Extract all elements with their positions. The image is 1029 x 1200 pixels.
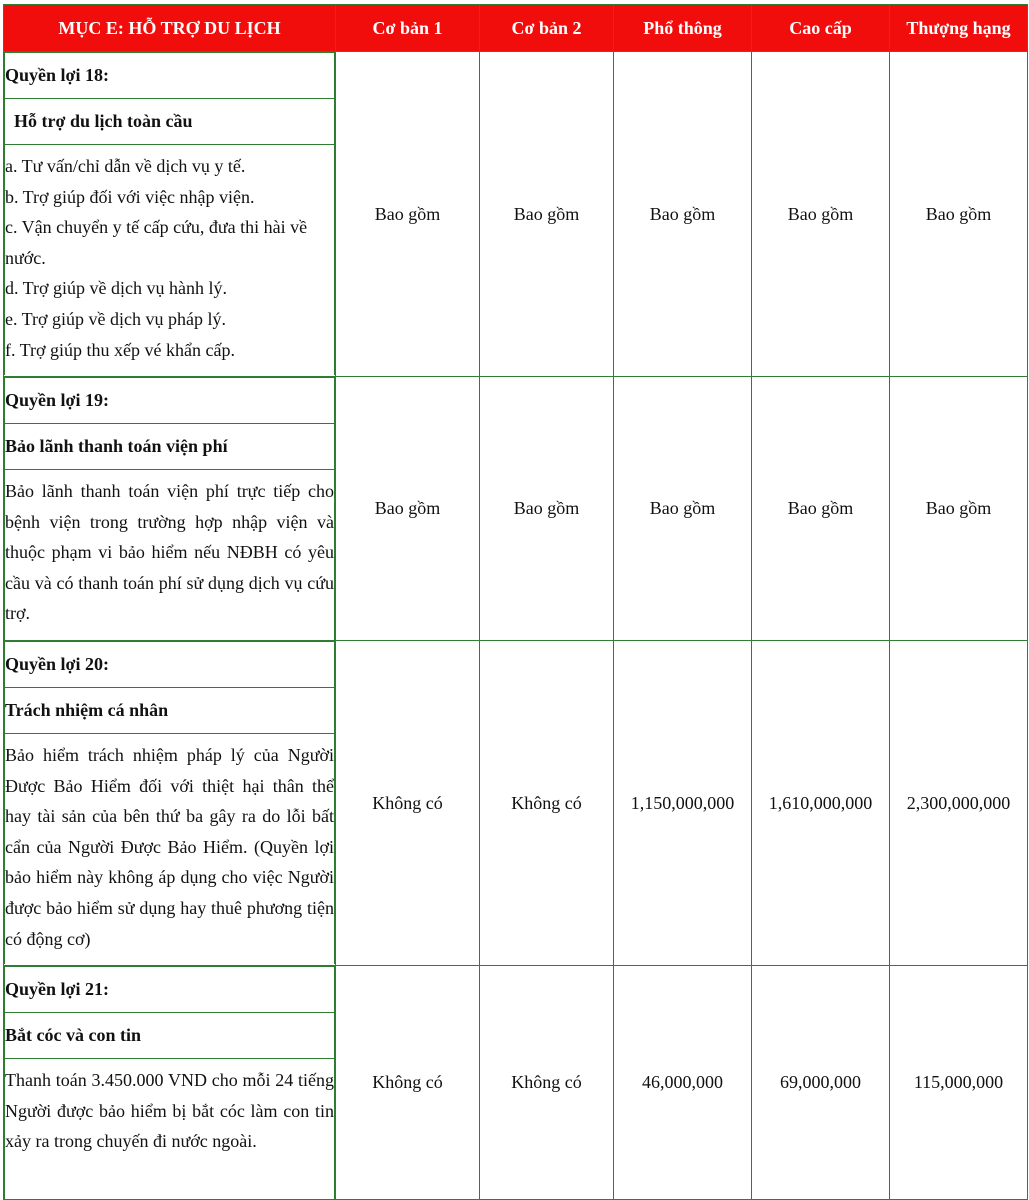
benefit-description: Bảo lãnh thanh toán viện phí trực tiếp cho bệnh viện trong trường hợp nhập viện và thuộc phạm vi bảo hiểm nếu NĐBH có yêu cầu và có thanh toán phí sử dụng dịch vụ cứu trợ. [5,470,335,641]
value-cell: 1,610,000,000 [752,641,890,966]
value-cell: Bao gồm [336,52,480,377]
plan-header-thuong-hang: Thượng hạng [890,5,1028,52]
value-cell: 1,150,000,000 [614,641,752,966]
value-cell: 46,000,000 [614,966,752,1200]
plan-header-co-ban-2: Cơ bản 2 [480,5,614,52]
value-cell: Bao gồm [752,377,890,641]
plan-header-cao-cap: Cao cấp [752,5,890,52]
benefit-title: Bắt cóc và con tin [5,1013,335,1059]
value-cell: Không có [336,641,480,966]
value-cell: 115,000,000 [890,966,1028,1200]
value-cell: Bao gồm [614,377,752,641]
value-cell: Không có [480,966,614,1200]
section-header: MỤC E: HỖ TRỢ DU LỊCH [4,5,336,52]
value-cell: 2,300,000,000 [890,641,1028,966]
plan-header-pho-thong: Phổ thông [614,5,752,52]
benefit-title: Hỗ trợ du lịch toàn cầu [5,99,335,145]
value-cell: Bao gồm [752,52,890,377]
value-cell: Bao gồm [336,377,480,641]
benefit-20-description-cell [4,641,336,966]
benefit-19-description-cell [4,377,336,641]
description-line: c. Vận chuyển y tế cấp cứu, đưa thi hài về nước. [5,217,308,268]
benefit-title: Trách nhiệm cá nhân [5,688,335,734]
description-line: a. Tư vấn/chỉ dẫn về dịch vụ y tế. [5,156,246,176]
description-line: f. Trợ giúp thu xếp vé khẩn cấp. [5,339,235,360]
benefit-description [5,145,335,376]
benefits-table-container [3,4,1027,1200]
table-row [4,641,1028,966]
benefit-label: Quyền lợi 19: [5,378,335,424]
benefit-label: Quyền lợi 18: [5,53,335,99]
table-row [4,52,1028,377]
value-cell: Bao gồm [480,377,614,641]
benefit-label: Quyền lợi 21: [5,967,335,1013]
benefit-title: Bảo lãnh thanh toán viện phí [5,424,335,470]
value-cell: Bao gồm [614,52,752,377]
benefit-18-description-cell [4,52,336,377]
value-cell: Không có [480,641,614,966]
benefit-description: Bảo hiểm trách nhiệm pháp lý của Người Được Bảo Hiểm đối với thiệt hại thân thể hay tài sản của bên thứ ba gây ra do lỗi bất cẩn của Người Được Bảo Hiểm. (Quyền lợi bảo hiểm này không áp dụng cho việc Người được bảo hiểm sử dụng hay thuê phương tiện có động cơ) [5,734,335,965]
table-row [4,377,1028,641]
table-row [4,966,1028,1200]
travel-assistance-table [3,4,1028,1200]
description-line: b. Trợ giúp đối với việc nhập viện. [5,186,255,207]
value-cell: Bao gồm [890,52,1028,377]
value-cell: Không có [336,966,480,1200]
value-cell: Bao gồm [480,52,614,377]
value-cell: 69,000,000 [752,966,890,1200]
table-header-row [4,5,1028,52]
plan-header-co-ban-1: Cơ bản 1 [336,5,480,52]
value-cell: Bao gồm [890,377,1028,641]
description-line: e. Trợ giúp về dịch vụ pháp lý. [5,308,227,329]
description-line: d. Trợ giúp về dịch vụ hành lý. [5,278,228,299]
benefit-description: Thanh toán 3.450.000 VND cho mỗi 24 tiếng Người được bảo hiểm bị bắt cóc làm con tin xảy ra trong chuyến đi nước ngoài. [5,1059,335,1200]
benefit-21-description-cell [4,966,336,1200]
benefit-label: Quyền lợi 20: [5,642,335,688]
